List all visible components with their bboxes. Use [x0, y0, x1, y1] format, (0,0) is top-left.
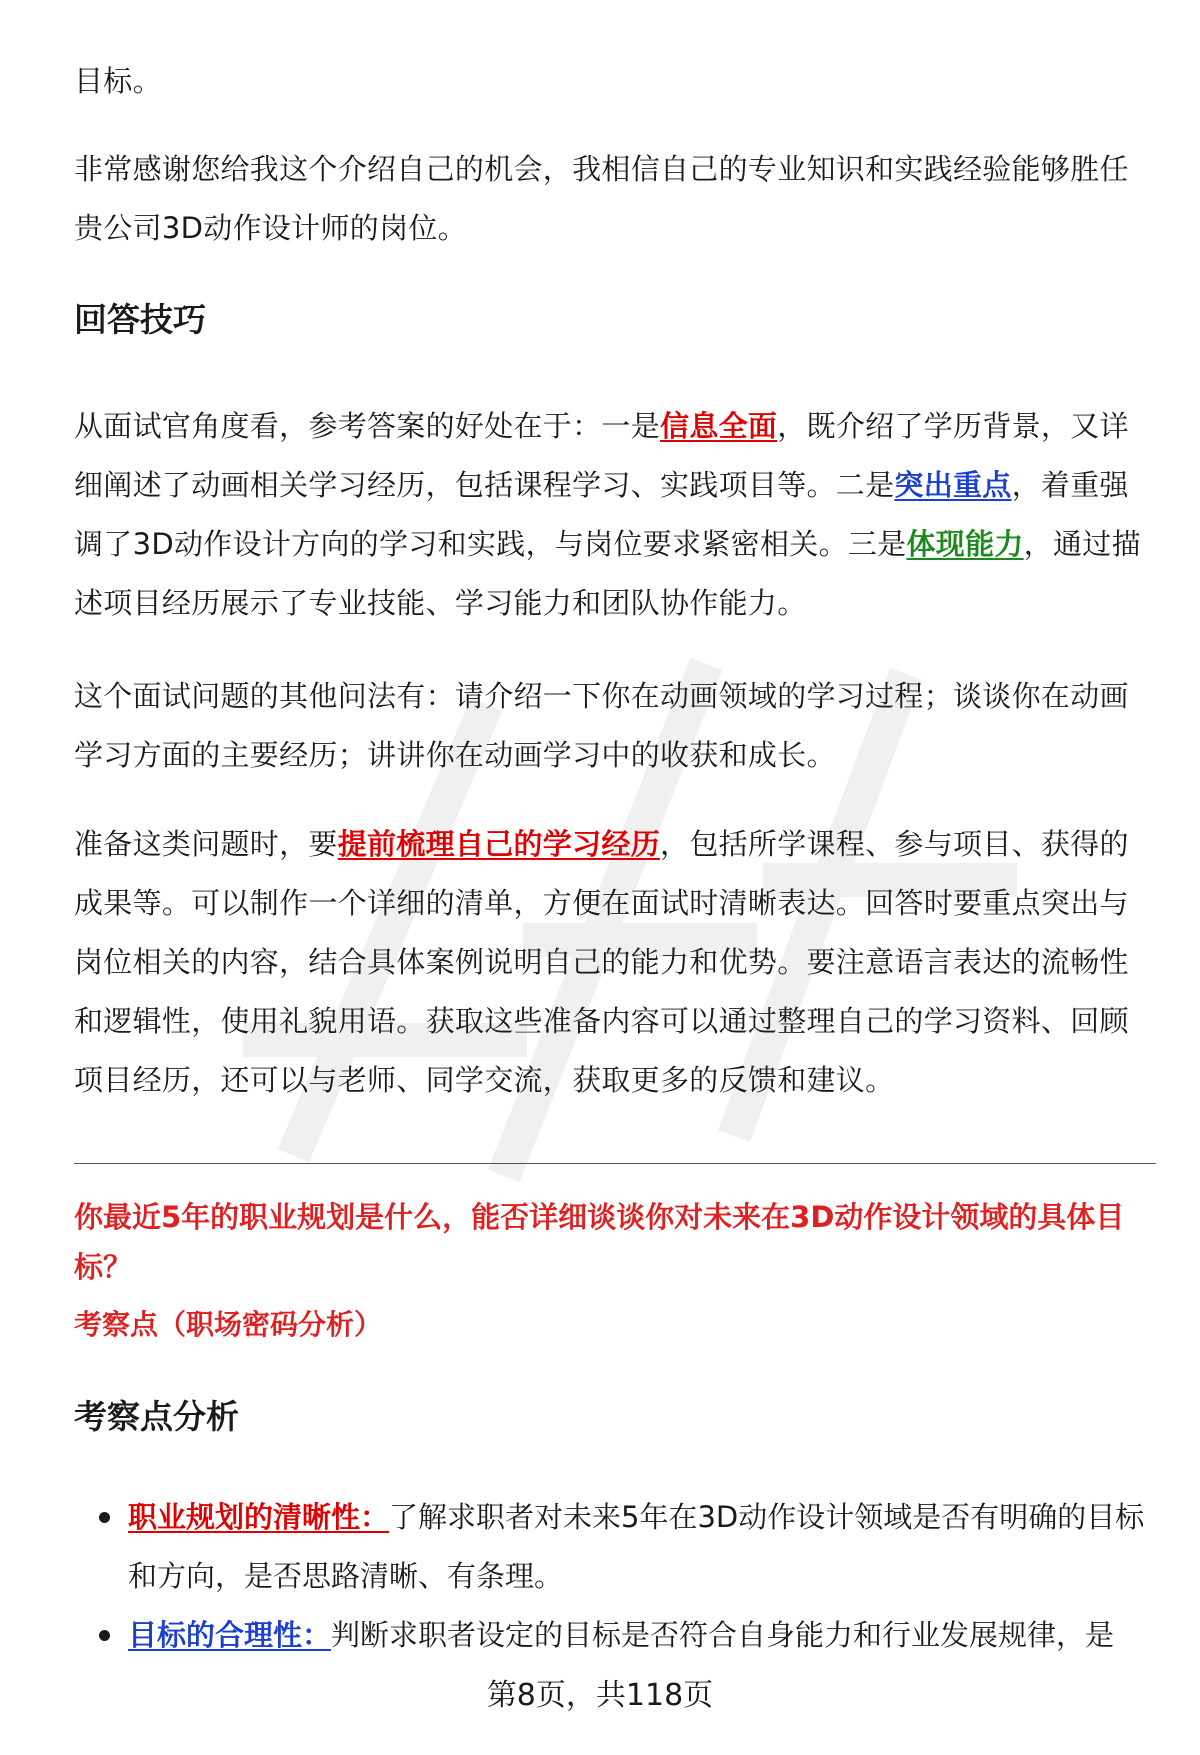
highlight-focus-points: 突出重点 [894, 468, 1012, 502]
item-label: 职业规划的清晰性： [128, 1500, 390, 1534]
section-divider [74, 1163, 1156, 1164]
analysis-list [74, 1488, 1156, 1665]
text-segment: ，既介绍了学历背景，又详细阐述了动画相关学习经历，包括课程学习、实践项目等。二是 [74, 409, 1129, 502]
paragraph-tips-alternatives: 这个面试问题的其他问法有：请介绍一下你在动画领域的学习过程；谈谈你在动画学习方面的主要经历；讲讲你在动画学习中的收获和成长。 [74, 679, 1129, 772]
highlight-info-complete: 信息全面 [660, 409, 778, 443]
question-subtitle: 考察点（职场密码分析） [74, 1308, 383, 1341]
highlight-sort-experience: 提前梳理自己的学习经历 [337, 827, 661, 861]
bullet-icon [99, 1512, 110, 1523]
text-segment: ，通过描述项目经历展示了专业技能、学习能力和团队协作能力。 [74, 527, 1141, 620]
paragraph-continuation: 目标。 [74, 64, 162, 98]
list-item [74, 1488, 1156, 1606]
bullet-icon [99, 1630, 110, 1641]
item-text: 判断求职者设定的目标是否符合自身能力和行业发展规律，是 [331, 1618, 1115, 1652]
text-segment: ，包括所学课程、参与项目、获得的成果等。可以制作一个详细的清单，方便在面试时清晰表达。回答时要重点突出与岗位相关的内容，结合具体案例说明自己的能力和优势。要注意语言表达的流畅性和逻辑性，使用礼貌用语。获取这些准备内容可以通过整理自己的学习资料、回顾项目经历，还可以与老师、同学交流，获取更多的反馈和建议。 [74, 827, 1129, 1097]
page-number: 第8页，共118页 [486, 1678, 714, 1713]
text-segment: 准备这类问题时，要 [74, 827, 338, 861]
question-title: 你最近5年的职业规划是什么，能否详细谈谈你对未来在3D动作设计领域的具体目标？ [74, 1200, 1125, 1284]
paragraph-thanks: 非常感谢您给我这个介绍自己的机会，我相信自己的专业知识和实践经验能够胜任贵公司3D动作设计师的岗位。 [74, 152, 1129, 245]
heading-answer-tips: 回答技巧 [74, 300, 206, 339]
list-item [74, 1606, 1156, 1665]
item-text: 了解求职者对未来5年在3D动作设计领域是否有明确的目标和方向，是否思路清晰、有条理。 [128, 1500, 1145, 1593]
heading-analysis: 考察点分析 [74, 1397, 239, 1436]
item-label: 目标的合理性： [128, 1618, 332, 1652]
text-segment: ，着重强调了3D动作设计方向的学习和实践，与岗位要求紧密相关。三是 [74, 468, 1129, 561]
text-segment: 从面试官角度看，参考答案的好处在于：一是 [74, 409, 661, 443]
highlight-show-ability: 体现能力 [906, 527, 1024, 561]
paragraph-tips-advantages [74, 397, 1156, 633]
paragraph-tips-preparation [74, 815, 1156, 1110]
